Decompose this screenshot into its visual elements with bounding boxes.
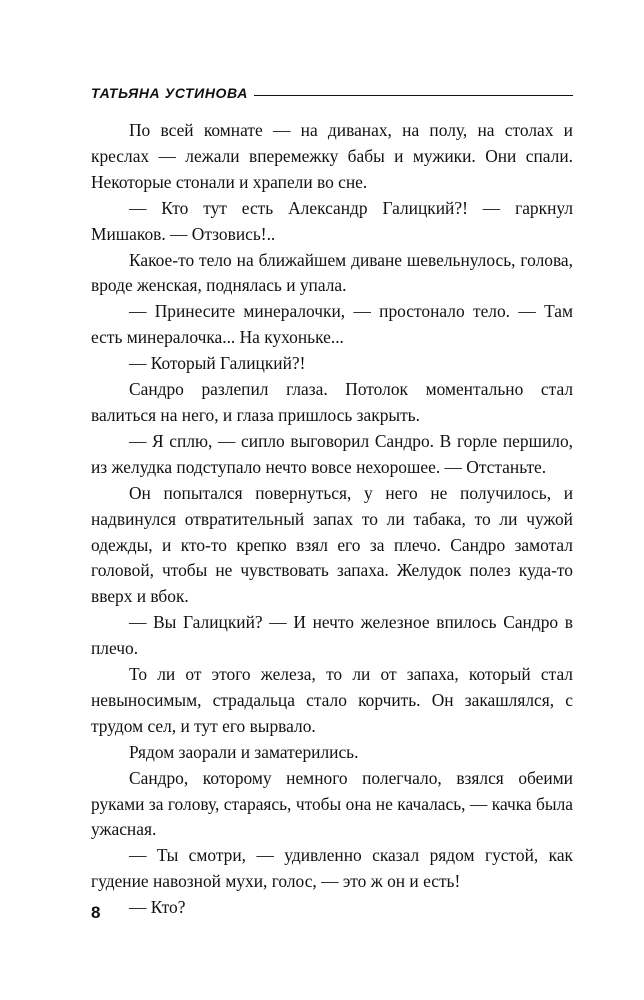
paragraph: — Кто тут есть Александр Галицкий?! — гаркнул Мишаков. — Отзовись!.. xyxy=(91,197,573,244)
paragraph: — Принесите минералочки, — простонало тело. — Там есть минералочка... На кухоньке... xyxy=(91,301,573,348)
header-rule xyxy=(254,95,573,96)
paragraph: Сандро, которому немного полегчало, взялся обеими руками за голову, стараясь, чтобы она не качалась, — качка была ужасная. xyxy=(91,767,573,840)
paragraph: Сандро разлепил глаза. Потолок моментально стал валиться на него, и глаза пришлось закрыть. xyxy=(91,379,573,425)
paragraph: — Вы Галицкий? — И нечто железное впилось Сандро в плечо. xyxy=(91,612,573,659)
page-number: 8 xyxy=(91,903,101,922)
paragraph: — Кто? xyxy=(129,897,186,918)
paragraph: По всей комнате — на диванах, на полу, на столах и креслах — лежали вперемежку бабы и мужики. Они спали. Некоторые стонали и храпели во сне. xyxy=(91,120,573,192)
paragraph: Какое-то тело на ближайшем диване шевельнулось, голова, вроде женская, поднялась и упала. xyxy=(91,249,573,296)
paragraph: — Ты смотри, — удивленно сказал рядом густой, как гудение навозной мухи, голос, — это ж он и есть! xyxy=(91,845,573,892)
paragraph: — Который Галицкий?! xyxy=(129,353,306,374)
paragraph: — Я сплю, — сипло выговорил Сандро. В горле першило, из желудка подступало нечто вовсе нехорошее. — Отстаньте. xyxy=(91,430,573,477)
paragraph: Рядом заорали и заматерились. xyxy=(129,741,359,762)
header-author: ТАТЬЯНА УСТИНОВА xyxy=(91,85,248,101)
paragraph: То ли от этого железа, то ли от запаха, который стал невыносимым, страдальца стало корчить. Он закашлялся, с трудом сел, и тут его вырвало. xyxy=(91,664,573,736)
text-body xyxy=(91,118,573,921)
running-header xyxy=(91,83,573,103)
paragraph: Он попытался повернуться, у него не получилось, и надвинулся отвратительный запах то ли табака, то ли чужой одежды, и кто-то крепко взял его за плечо. Сандро замотал головой, чтобы не чувствовать запаха. Желудок полез куда-то вверх и вбок. xyxy=(91,482,573,607)
